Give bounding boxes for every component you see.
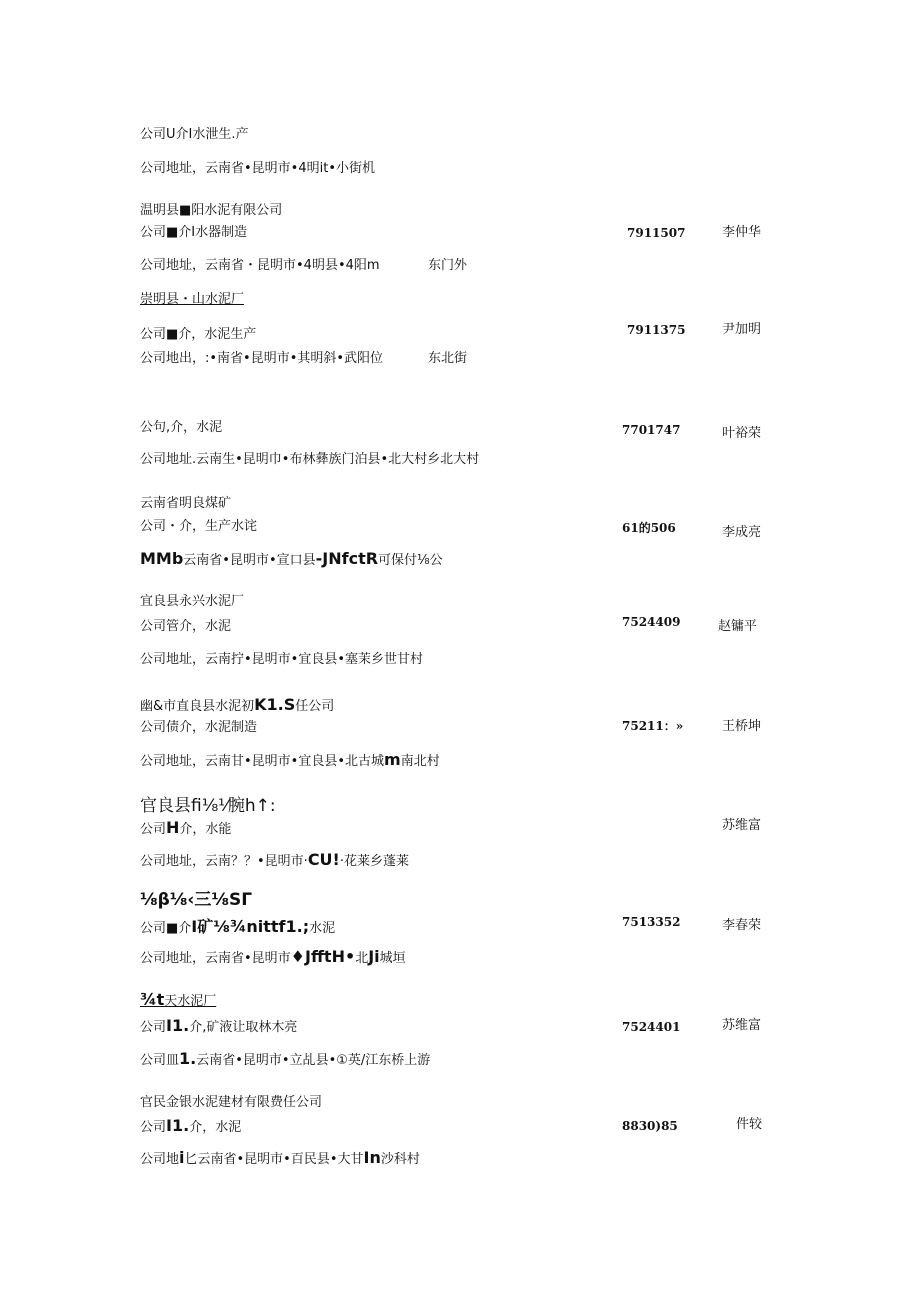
business-text: 公司: [140, 1120, 167, 1135]
phone-number: 7524401: [622, 1020, 681, 1034]
contact-name: 件较: [736, 1117, 763, 1132]
company-name: ⅛β⅛‹三⅛SΓ: [140, 890, 253, 910]
address-text: 公司皿: [140, 1053, 180, 1068]
business-line: 公司■介I水器制造: [140, 225, 248, 240]
business-line: 公句,介，水泥: [140, 420, 223, 435]
business-line: [140, 1116, 241, 1136]
address-line: [140, 1049, 430, 1069]
business-line: [140, 917, 335, 937]
company-name: 宜良县永兴水泥厂: [140, 594, 245, 609]
address-text: ·花莱乡蓬莱: [339, 854, 409, 869]
address-line: 公司地址，云南拧•昆明市•宜良县•塞茉乡世甘村: [140, 652, 424, 667]
company-name: [140, 990, 216, 1010]
address-line: [140, 549, 443, 569]
phone-number: 7911375: [627, 323, 686, 337]
phone-number: 61的506: [622, 521, 676, 535]
business-bold: I1.: [166, 1016, 190, 1035]
contact-name: 王桥坤: [722, 719, 762, 734]
contact-name: 叶裕荣: [722, 426, 762, 441]
contact-name: 苏维富: [722, 818, 762, 833]
address-line: [140, 850, 409, 870]
contact-name: 李春荣: [722, 918, 762, 933]
address-text: 公司地址，云南省•昆明市: [140, 951, 291, 966]
business-line: 公司债介，水泥制造: [140, 720, 258, 735]
business-text: 介,矿液让取林木亮: [189, 1020, 298, 1035]
business-text: 公司: [140, 1020, 167, 1035]
address-text: 匕云南省•昆明市•百民县•大甘: [184, 1152, 364, 1167]
address-line: 公司地址.云南生•昆明巾•布林彝族门泊县•北大村乡北大村: [140, 452, 480, 467]
address-text: 沙科村: [380, 1152, 420, 1167]
contact-name: 赵镛平: [718, 619, 758, 634]
address-bold: -JNfctR: [315, 549, 379, 568]
name-bold: K1.S: [254, 695, 296, 714]
address-line: 公司地址，云南省•昆明市•4明it•小街机: [140, 161, 375, 176]
address-bold: Ji: [368, 947, 380, 966]
phone-number: 75211：»: [622, 719, 684, 733]
company-name: 温明县■阳水泥有限公司: [140, 203, 283, 218]
contact-name: 李仲华: [722, 225, 762, 240]
business-text: 介，水能: [179, 822, 232, 837]
business-line: 公司U介I水泄生.产: [140, 127, 249, 142]
name-bold: ¾t: [140, 990, 165, 1009]
company-name: 官民金银水泥建材有限费任公司: [140, 1095, 323, 1110]
address-tail: 东北街: [428, 351, 468, 366]
phone-number: 8830)85: [622, 1119, 678, 1133]
company-name: 官良县fi⅛⅟腕h↑:: [140, 796, 276, 816]
business-text: 介，水泥: [189, 1120, 242, 1135]
address-bold: In: [363, 1148, 381, 1167]
business-bold: I矿⅛¾nittf1.;: [191, 917, 310, 936]
contact-name: 李成亮: [722, 525, 762, 540]
business-bold: I1.: [166, 1116, 190, 1135]
business-line: [140, 818, 231, 838]
phone-number: 7513352: [622, 915, 681, 929]
address-line: [140, 1148, 420, 1168]
address-text: 北: [355, 951, 369, 966]
business-text: 水泥: [309, 921, 336, 936]
address-text: 南北村: [400, 754, 440, 769]
address-line: 公司地出，:•南省•昆明市•其明斜•武阳位: [140, 351, 384, 366]
address-text: 公司地址，云南？？•昆明市·: [140, 854, 308, 869]
company-name: 云南省明良煤矿: [140, 496, 232, 511]
business-text: 公司■介: [140, 921, 192, 936]
phone-number: 7524409: [622, 615, 681, 629]
name-text: 天水泥厂: [164, 994, 217, 1009]
address-bold: 1.: [179, 1049, 197, 1068]
business-bold: H: [166, 818, 180, 837]
address-tail: 东门外: [428, 258, 468, 273]
business-text: 公司: [140, 822, 167, 837]
address-bold: MMb: [140, 549, 184, 568]
name-text: 幽&市直良县水泥初: [140, 699, 255, 714]
phone-number: 7911507: [627, 226, 686, 240]
business-line: 公司・介，生产水诧: [140, 519, 258, 534]
address-line: [140, 947, 406, 967]
address-text: 云南省•昆明市•宣口县: [183, 553, 316, 568]
company-name: 崇明县・山水泥厂: [140, 292, 245, 307]
address-text: 云南省•昆明市•立乩县•①英/江东桥上游: [196, 1053, 431, 1068]
address-text: 公司地: [140, 1152, 180, 1167]
phone-number: 7701747: [622, 423, 681, 437]
contact-name: 尹加明: [722, 322, 762, 337]
address-text: 城垣: [379, 951, 406, 966]
address-bold: m: [384, 750, 401, 769]
address-bold: i: [179, 1148, 185, 1167]
business-line: [140, 1016, 297, 1036]
address-bold: ♦JfftH•: [290, 947, 356, 966]
business-line: 公司管介，水泥: [140, 619, 232, 634]
contact-name: 苏维富: [722, 1018, 762, 1033]
name-text: 任公司: [295, 699, 335, 714]
business-line: 公司■介，水泥生产: [140, 327, 257, 342]
address-text: 可保付⅛公: [378, 553, 443, 568]
address-line: [140, 750, 440, 770]
address-line: 公司地址，云南省・昆明市•4明县•4阳m: [140, 258, 380, 273]
address-text: 公司地址，云南甘•昆明市•宜良县•北古城: [140, 754, 385, 769]
address-bold: CU!: [307, 850, 340, 869]
company-name: [140, 695, 334, 715]
